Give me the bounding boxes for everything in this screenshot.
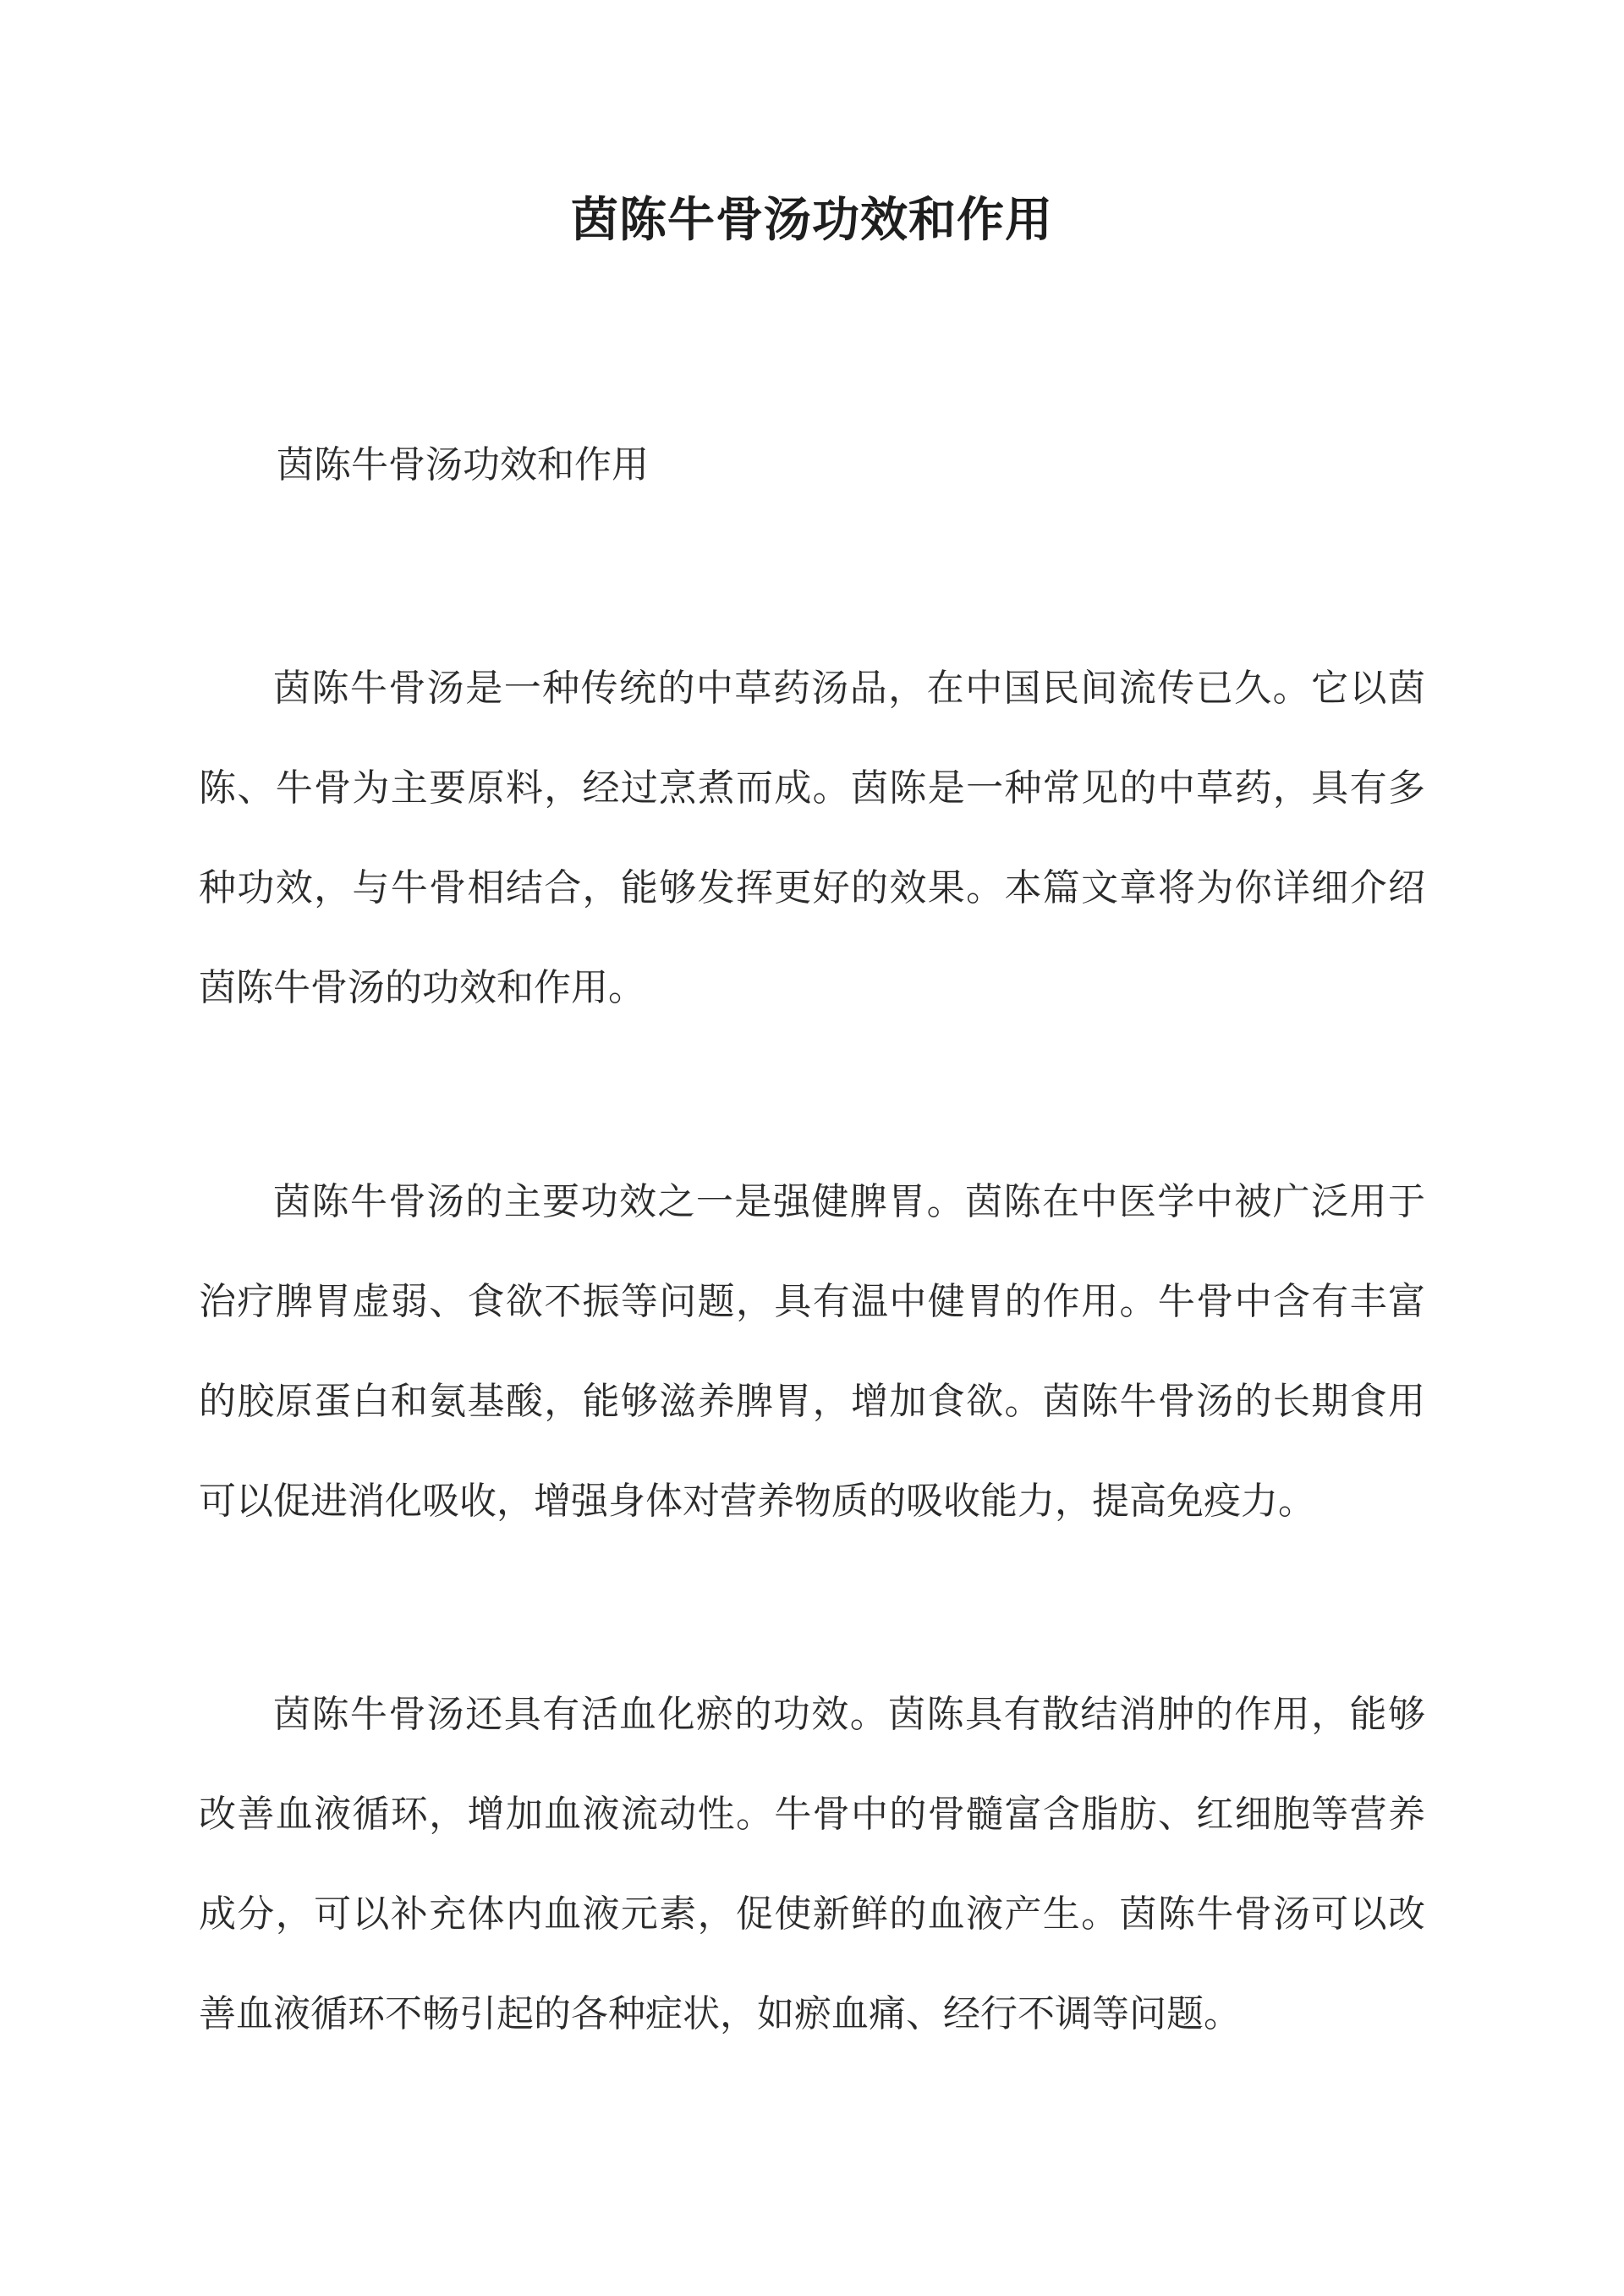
document-subtitle: 茵陈牛骨汤功效和作用 [277, 443, 649, 486]
paragraph-spleen-stomach: 茵陈牛骨汤的主要功效之一是强健脾胃。茵陈在中医学中被广泛用于治疗脾胃虚弱、食欲不振等问题，具有温中健胃的作用。牛骨中含有丰富的胶原蛋白和氨基酸，能够滋养脾胃，增加食欲。茵陈牛骨汤的长期食用可以促进消化吸收，增强身体对营养物质的吸收能力，提高免疫力。 [199, 1180, 1425, 1523]
paragraph-blood-circulation: 茵陈牛骨汤还具有活血化瘀的功效。茵陈具有散结消肿的作用，能够改善血液循环，增加血液流动性。牛骨中的骨髓富含脂肪、红细胞等营养成分，可以补充体内血液元素，促使新鲜的血液产生。茵陈牛骨汤可以改善血液循环不畅引起的各种症状，如瘀血痛、经行不调等问题。 [199, 1693, 1425, 2035]
paragraph-intro: 茵陈牛骨汤是一种传统的中草药汤品，在中国民间流传已久。它以茵陈、牛骨为主要原料，经过烹煮而成。茵陈是一种常见的中草药，具有多种功效，与牛骨相结合，能够发挥更好的效果。本篇文章将为你详细介绍茵陈牛骨汤的功效和作用。 [199, 667, 1425, 1009]
document-title: 茵陈牛骨汤功效和作用 [571, 192, 1053, 248]
